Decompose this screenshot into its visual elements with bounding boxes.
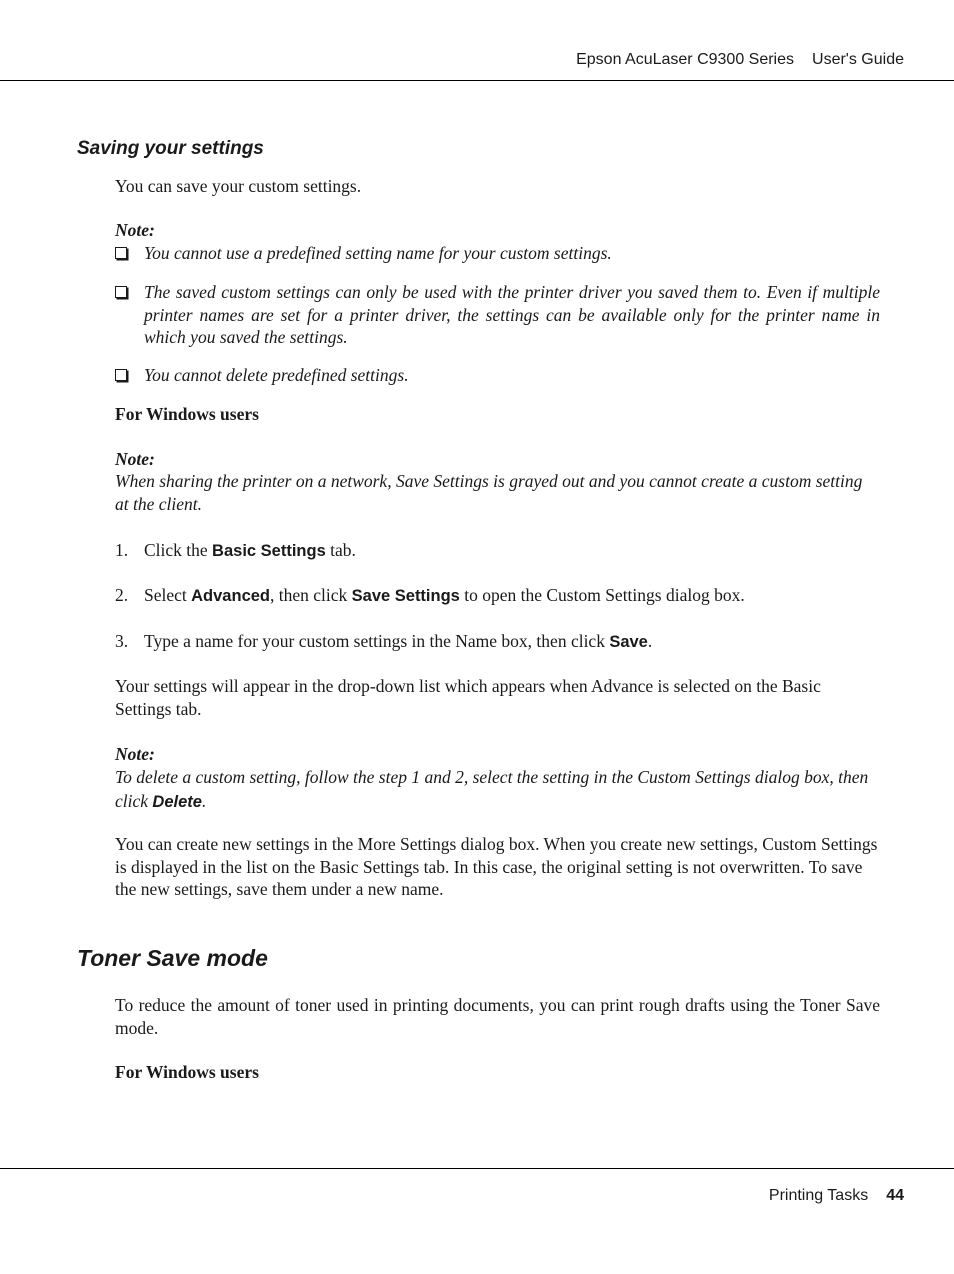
note-text-network: When sharing the printer on a network, Save Settings is grayed out and you cannot create a custom setting at the client. xyxy=(115,471,863,514)
note-label: Note: xyxy=(115,449,155,469)
checkbox-bullet-icon xyxy=(115,247,127,259)
note-bullet-text: The saved custom settings can only be used with the printer driver you saved them to. Even if multiple printer names are set for a printer driver, the settings can be available only for the printer name in which you saved the settings. xyxy=(144,282,880,347)
checkbox-bullet-icon xyxy=(115,369,127,381)
header-product: Epson AcuLaser C9300 Series xyxy=(576,51,795,68)
footer-section: Printing Tasks xyxy=(768,1187,869,1204)
note-label: Note: xyxy=(115,744,155,764)
ui-label-save-settings: Save Settings xyxy=(351,587,460,605)
windows-users-heading: For Windows users xyxy=(115,404,259,424)
ui-label-delete: Delete xyxy=(152,793,202,811)
section-heading-toner-save: Toner Save mode xyxy=(77,945,268,971)
footer-rule xyxy=(0,1168,954,1169)
step-number: 3. xyxy=(115,631,129,651)
step-text: Select Advanced, then click Save Settings to open the Custom Settings dialog box. xyxy=(144,585,745,605)
more-settings-paragraph: You can create new settings in the More Settings dialog box. When you create new settings, Custom Settings is displayed in the list on the Basic Settings tab. In this case, the original setting is not overwritten. To save the new settings, save them under a new name. xyxy=(115,834,878,899)
page-number: 44 xyxy=(886,1187,904,1204)
after-steps-paragraph: Your settings will appear in the drop-down list which appears when Advance is selected on the Basic Settings tab. xyxy=(115,676,821,719)
intro-paragraph: You can save your custom settings. xyxy=(115,176,362,196)
windows-users-heading: For Windows users xyxy=(115,1062,259,1082)
step-number: 2. xyxy=(115,585,129,605)
ui-label-advanced: Advanced xyxy=(191,587,270,605)
note-text-delete: To delete a custom setting, follow the step 1 and 2, select the setting in the Custom Settings dialog box, then click Delete. xyxy=(115,767,869,811)
step-text: Click the Basic Settings tab. xyxy=(144,540,356,560)
note-label: Note: xyxy=(115,220,155,240)
note-bullet-text: You cannot use a predefined setting name for your custom settings. xyxy=(144,243,612,263)
running-header xyxy=(576,51,904,69)
note-bullet-text: You cannot delete predefined settings. xyxy=(144,365,409,385)
section-heading-saving-settings: Saving your settings xyxy=(77,138,264,159)
checkbox-bullet-icon xyxy=(115,286,127,298)
running-footer xyxy=(769,1187,904,1205)
ui-label-basic-settings: Basic Settings xyxy=(212,542,326,560)
header-guide: User's Guide xyxy=(812,51,904,68)
step-number: 1. xyxy=(115,540,129,560)
ui-label-save: Save xyxy=(609,633,648,651)
step-text: Type a name for your custom settings in the Name box, then click Save. xyxy=(144,631,653,651)
header-rule xyxy=(0,80,954,81)
toner-intro-paragraph: To reduce the amount of toner used in printing documents, you can print rough drafts using the Toner Save mode. xyxy=(115,995,880,1038)
